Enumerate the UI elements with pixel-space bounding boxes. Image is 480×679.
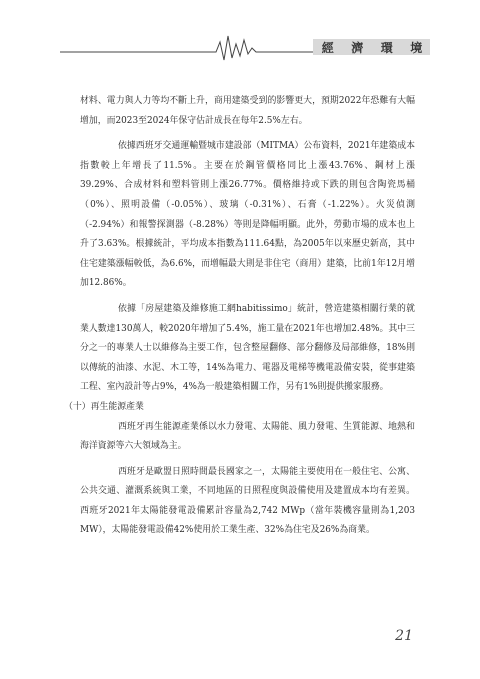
section-heading-renewable-energy: （十）再生能源產業: [64, 401, 144, 412]
page-number: 21: [395, 628, 413, 644]
page-body: [64, 92, 415, 541]
header-char: 經: [321, 40, 334, 55]
header-char: 境: [410, 40, 423, 55]
paragraph-solar-energy: 西班牙是歐盟日照時間最長國家之一，太陽能主要使用在一般住宅、公寓、公共交通、灌溉系統與工業，不同地區的日照程度與設備使用及建置成本均有差異。西班牙2021年太陽能發電設備累計容量為2,742 MWp（當年裝機容量則為1,203 MW），太陽能發電設備42%使用於工業生產、32%為住宅及26%為商業。: [80, 466, 415, 536]
header-section-label: [313, 39, 431, 55]
paragraph-construction-cost: 依據西班牙交通運輸暨城市建設部（MITMA）公布資料，2021年建築成本指數較上年增長了11.5%。主要在於鋼管價格同比上漲43.76%、鋼材上漲39.29%、合成材料和塑料管則上漲26.77%。價格維持或下跌的則包含陶瓷馬桶（0%）、照明設備（-0.05%）、玻璃（-0.31%）、石膏（-1.22%）。火災偵測（-2.94%）和報警探測器（-8.28%）等則是降幅明顯。此外，勞動市場的成本也上升了3.63%。根據統計，平均成本指數為111.64點，為2005年以來歷史新高，其中住宅建築漲幅較低，為6.6%，而增幅最大則是非住宅（商用）建築，比前1年12月增加12.86%。: [80, 141, 415, 289]
header-char: 環: [380, 40, 393, 55]
paragraph-renewable-overview: 西班牙再生能源產業係以水力發電、太陽能、風力發電、生質能源、地熱和海洋資源等六大領域為主。: [80, 421, 415, 452]
paragraph-continuation: 材料、電力與人力等均不斷上升，商用建築受到的影響更大，預期2022年恐難有大幅增加，而2023至2024年保守估計成長在每年2.5%左右。: [80, 96, 415, 126]
paragraph-construction-employment: 依據「房屋建築及維修施工網habitissimo」統計，營造建築相關行業的就業人數達130萬人，較2020年增加了5.4%，施工量在2021年也增加2.48%。其中三分之一的專業人士以維修為主要工作，包含整屋翻修、部分翻修及局部維修，18%則以傳統的油漆、水泥、木工等，14%為電力、電器及電梯等機電設備安裝，從事建築工程、室內設計等占9%，4%為一般建築相關工作，另有1%則提供搬家服務。: [80, 303, 415, 393]
page-header: [60, 30, 430, 64]
header-char: 濟: [351, 40, 364, 55]
